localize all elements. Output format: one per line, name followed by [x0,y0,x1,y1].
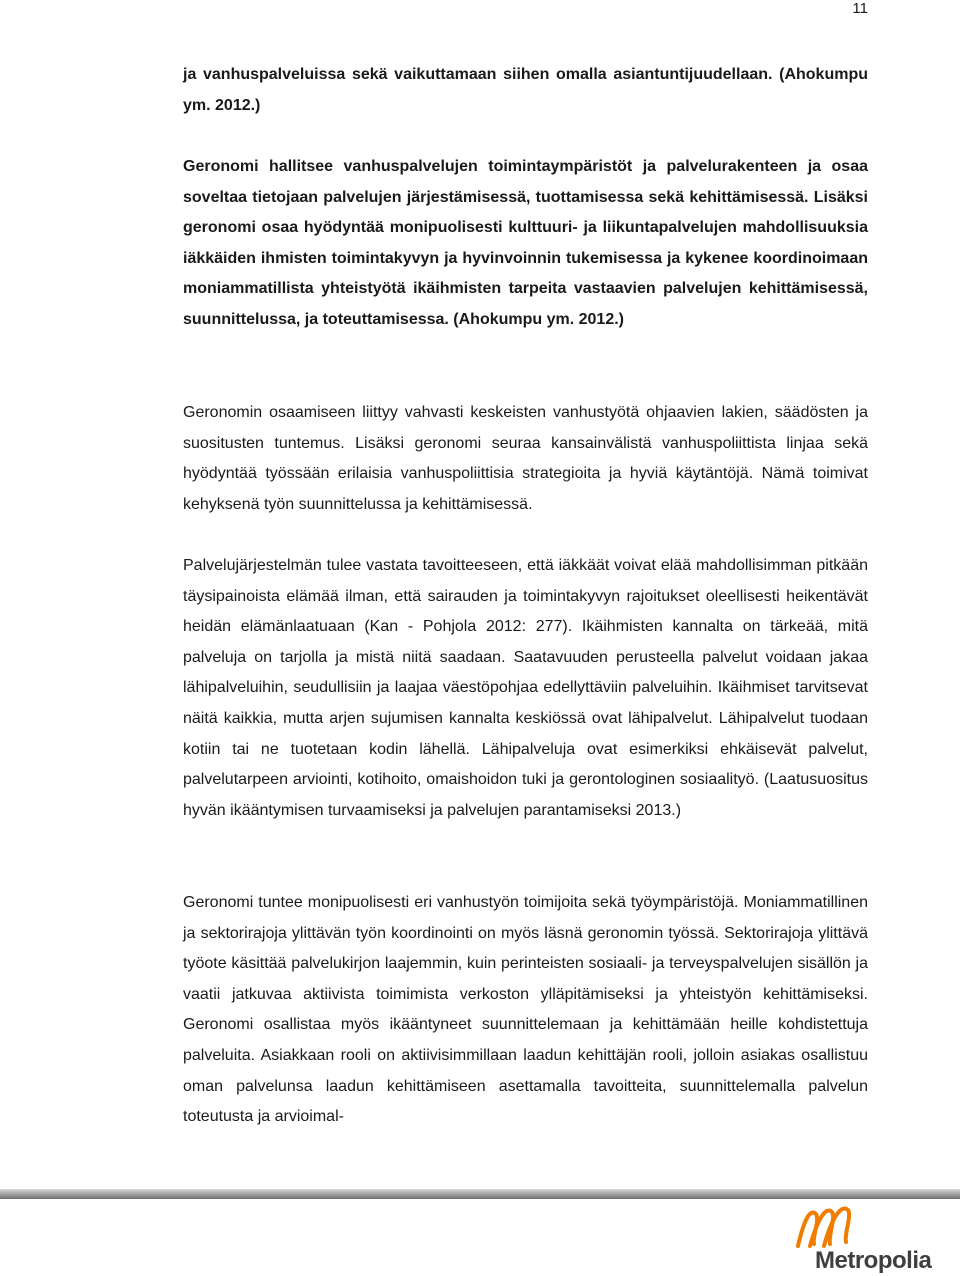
metropolia-mark-icon [790,1200,960,1250]
metropolia-logo [790,1200,960,1276]
paragraph-5: Geronomi tuntee monipuolisesti eri vanhustyön toimijoita sekä työympäristöjä. Moniammatillinen ja sektorirajoja ylittävän työn koordinointi on myös läsnä geronomin työssä. Sektorirajoja ylittävä työote käsittää palvelukirjon laajemmin, kuin perinteisten sosiaali- ja terveyspalvelujen sisällön ja vaatii jatkuvaa aktiivista toimimista verkoston ylläpitämiseksi ja yhteistyön kehittämiseksi. Geronomi osallistaa myös ikääntyneet suunnittelemaan ja kehittämään heille kohdistettuja palveluita. Asiakkaan rooli on aktiivisimmillaan laadun kehittäjän rooli, jolloin asiakas osallistuu oman palvelunsa laadun kehittämiseen asettamalla tavoitteita, suunnittelemalla palvelun toteutusta ja arvioimal- [183,894,868,1126]
page-number: 11 [852,0,868,17]
paragraph-3: Geronomin osaamiseen liittyy vahvasti keskeisten vanhustyötä ohjaavien lakien, säädösten ja suositusten tuntemus. Lisäksi geronomi seuraa kansainvälistä vanhuspoliittista linjaa sekä hyödyntää työssään erilaisia vanhuspoliittisia strategioita ja hyviä käytäntöjä. Nämä toimivat kehyksenä työn suunnittelussa ja kehittämisessä. [183,404,868,513]
paragraph-2: Geronomi hallitsee vanhuspalvelujen toimintaympäristöt ja palvelurakenteen ja osaa soveltaa tietojaan palvelujen järjestämisessä, tuottamisessa sekä kehittämisessä. Lisäksi geronomi osaa hyödyntää monipuolisesti kulttuuri- ja liikuntapalvelujen mahdollisuuksia iäkkäiden ihmisten toimintakyvyn ja hyvinvoinnin tukemisessa ja kykenee koordinoimaan moniammatillista yhteistyötä ikäihmisten tarpeita vastaavien palvelujen kehittämisessä, suunnittelussa, ja toteuttamisessa. (Ahokumpu ym. 2012.) [183,158,868,328]
logo-text: Metropolia [815,1247,932,1274]
footer-rule [0,1189,960,1199]
paragraph-1: ja vanhuspalveluissa sekä vaikuttamaan siihen omalla asiantuntijuudellaan. (Ahokumpu ym. 2012.) [183,66,868,114]
paragraph-4: Palvelujärjestelmän tulee vastata tavoitteeseen, että iäkkäät voivat elää mahdollisimman pitkään täysipainoista elämää ilman, että sairauden ja toimintakyvyn rajoitukset oleellisesti heikentävät heidän elämänlaatuaan (Kan - Pohjola 2012: 277). Ikäihmisten kannalta on tärkeää, mitä palveluja on tarjolla ja mistä niitä saadaan. Saatavuuden perusteella palvelut voidaan jakaa lähipalveluihin, seudullisiin ja laajaa väestöpohjaa edellyttäviin palveluihin. Ikäihmiset tarvitsevat näitä kaikkia, mutta arjen sujumisen kannalta keskiössä ovat lähipalvelut. Lähipalvelut tuodaan kotiin tai ne tuotetaan kodin lähellä. Lähipalveluja ovat esimerkiksi ehkäisevät palvelut, palvelutarpeen arviointi, kotihoito, omaishoidon tuki ja gerontologinen sosiaalityö. (Laatusuositus hyvän ikääntymisen turvaamiseksi ja palvelujen parantamiseksi 2013.) [183,557,868,819]
